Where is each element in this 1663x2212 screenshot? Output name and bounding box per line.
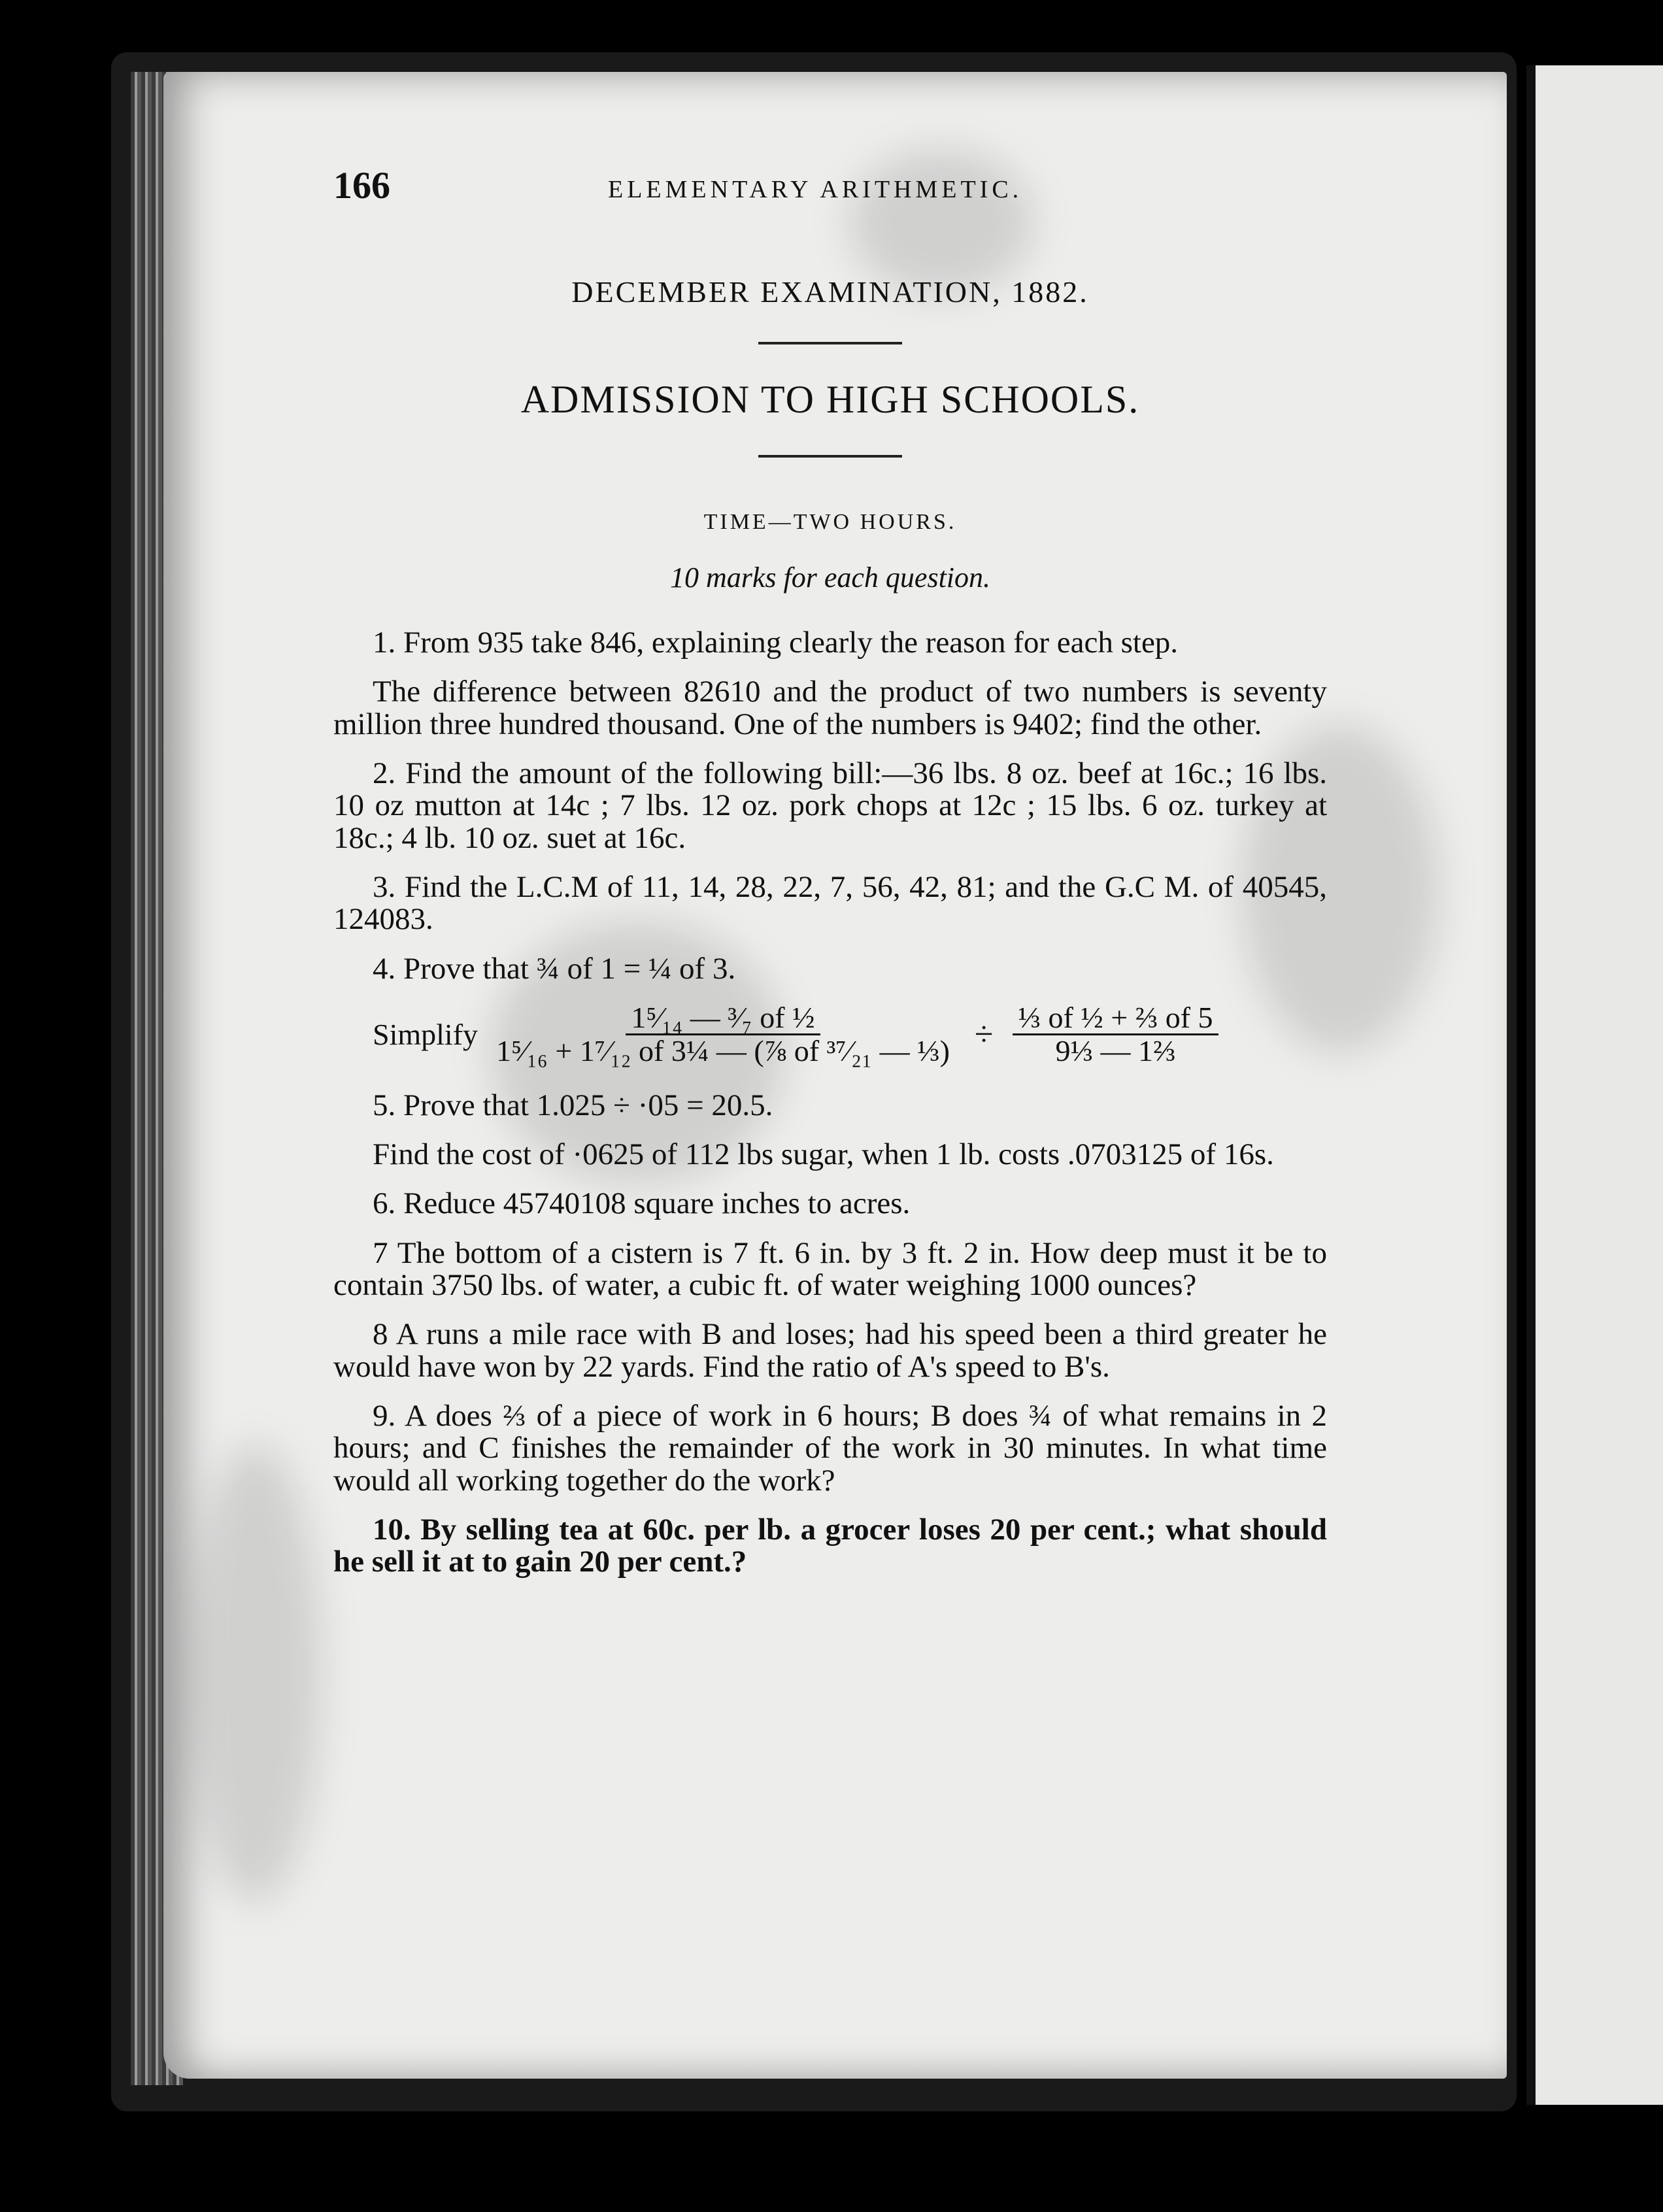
question-7: 7 The bottom of a cistern is 7 ft. 6 in. by 3 ft. 2 in. How deep must it be to contain 3750 lbs. of water, a cubic ft. of water weighing 1000 ounces?: [333, 1235, 1327, 1303]
fraction-1-denominator: 1⁵⁄₁₆ + 1⁷⁄₁₂ of 3¼ — (⅞ of ³⁷⁄₂₁ — ⅓): [496, 1034, 950, 1068]
fraction-2: [1013, 1002, 1218, 1067]
page-stain: [190, 1445, 320, 1902]
page-header: [333, 157, 1327, 216]
marks-note: 10 marks for each question.: [669, 561, 991, 594]
simplify-label: Simplify: [373, 1017, 479, 1051]
question-1a: 1. From 935 take 846, explaining clearly the reason for each step.: [373, 626, 1179, 660]
time-allowed: TIME—TWO HOURS.: [703, 510, 957, 534]
question-4: 4. Prove that ¾ of 1 = ¼ of 3.: [373, 951, 736, 986]
question-9: 9. A does ⅔ of a piece of work in 6 hours; B does ¾ of what remains in 2 hours; and C finishes the remainder of the work in 30 minutes. In what time would all working together do the work?: [333, 1399, 1327, 1498]
page-number: 166: [333, 164, 390, 207]
question-8: 8 A runs a mile race with B and loses; had his speed been a third greater he would have won by 22 yards. Find the ratio of A's speed to B's.: [333, 1317, 1327, 1384]
question-1b: The difference between 82610 and the product of two numbers is seventy million three hundred thousand. One of the numbers is 9402; find the other.: [333, 675, 1327, 741]
question-10: 10. By selling tea at 60c. per lb. a grocer loses 20 per cent.; what should he sell it at to gain 20 per cent.?: [333, 1513, 1327, 1579]
division-sign: ÷: [974, 1015, 994, 1053]
fraction-2-numerator: ⅓ of ½ + ⅔ of 5: [1013, 1002, 1218, 1035]
question-5a: 5. Prove that 1.025 ÷ ·05 = 20.5.: [373, 1088, 773, 1122]
simplify-expression: [333, 1002, 1327, 1067]
facing-page-edge: [1526, 65, 1663, 2105]
running-head: ELEMENTARY ARITHMETIC.: [608, 176, 1023, 203]
main-title: ADMISSION TO HIGH SCHOOLS.: [520, 378, 1140, 421]
fraction-1: [491, 1002, 955, 1067]
question-list: [333, 627, 1327, 1579]
fraction-1-numerator: 1⁵⁄₁₄ — ³⁄₇ of ½: [626, 1002, 820, 1035]
question-6: 6. Reduce 45740108 square inches to acres.: [373, 1186, 911, 1221]
exam-title: DECEMBER EXAMINATION, 1882.: [571, 275, 1089, 309]
divider: [758, 455, 902, 458]
page-content: [333, 157, 1327, 1596]
divider: [758, 342, 902, 344]
fraction-2-denominator: 9⅓ — 1⅔: [1055, 1034, 1176, 1068]
question-2: 2. Find the amount of the following bill:—36 lbs. 8 oz. beef at 16c.; 16 lbs. 10 oz mutton at 14c ; 7 lbs. 12 oz. pork chops at 12c ; 15 lbs. 6 oz. turkey at 18c.; 4 lb. 10 oz. suet at 16c.: [333, 756, 1327, 855]
question-3: 3. Find the L.C.M of 11, 14, 28, 22, 7, 56, 42, 81; and the G.C M. of 40545, 124083.: [333, 870, 1327, 937]
question-5b: Find the cost of ·0625 of 112 lbs sugar, when 1 lb. costs .0703125 of 16s.: [373, 1137, 1274, 1172]
